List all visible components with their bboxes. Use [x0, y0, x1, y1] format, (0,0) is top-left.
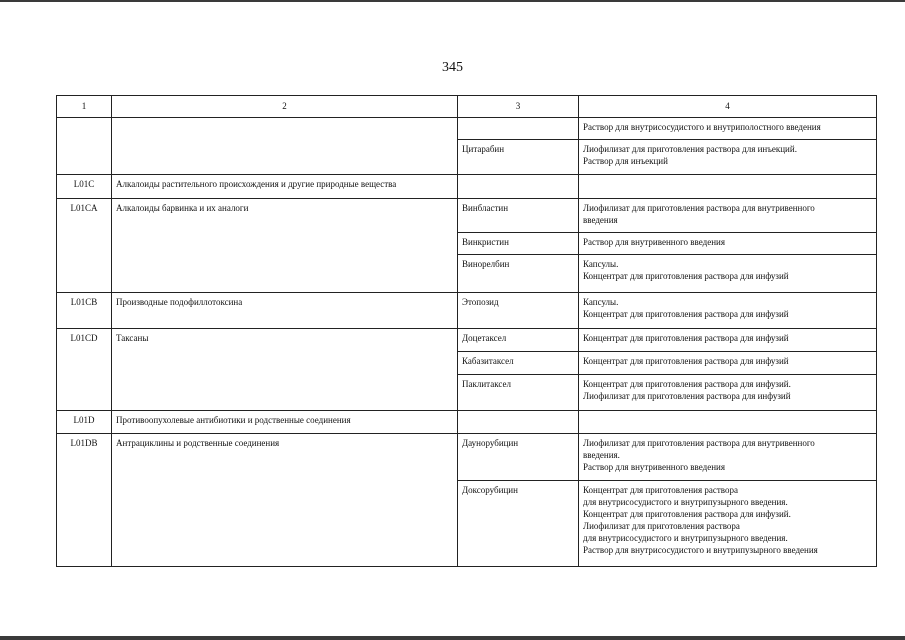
- table-row: [57, 118, 877, 140]
- dosage-form-line: для внутрисосудистого и внутрипузырного введения.: [583, 533, 788, 543]
- table-row: [57, 199, 877, 233]
- dosage-forms-cell: [579, 375, 877, 411]
- atc-code-cell: L01CD: [57, 329, 112, 411]
- page-number: 345: [442, 60, 463, 75]
- header-col-2: 2: [112, 96, 458, 118]
- table-row: [57, 411, 877, 434]
- group-name-cell: [112, 118, 458, 175]
- dosage-form-line: Раствор для внутрисосудистого и внутриполостного введения: [583, 122, 821, 132]
- drug-name-cell: Винкристин: [458, 233, 579, 255]
- drug-name-cell: Этопозид: [458, 293, 579, 329]
- dosage-form-line: Концентрат для приготовления раствора для инфузий: [583, 271, 789, 281]
- dosage-form-line: введения: [583, 215, 618, 225]
- dosage-form-line: Раствор для инъекций: [583, 156, 668, 166]
- dosage-form-line: Концентрат для приготовления раствора: [583, 485, 738, 495]
- atc-code-cell: [57, 118, 112, 175]
- dosage-form-line: Капсулы.: [583, 297, 619, 307]
- dosage-form-line: Концентрат для приготовления раствора для инфузий: [583, 356, 789, 366]
- dosage-forms-cell: [579, 481, 877, 567]
- header-col-1: 1: [57, 96, 112, 118]
- drug-name-cell: Паклитаксел: [458, 375, 579, 411]
- drug-table: [56, 95, 877, 567]
- atc-code-cell: L01CA: [57, 199, 112, 293]
- dosage-forms-cell: [579, 329, 877, 352]
- dosage-form-line: Лиофилизат для приготовления раствора для внутривенного: [583, 203, 815, 213]
- dosage-forms-cell: [579, 199, 877, 233]
- group-name-cell: Производные подофиллотоксина: [112, 293, 458, 329]
- dosage-forms-cell: [579, 175, 877, 199]
- dosage-forms-cell: [579, 352, 877, 375]
- header-col-3: 3: [458, 96, 579, 118]
- dosage-form-line: введения.: [583, 450, 620, 460]
- table-header-row: [57, 96, 877, 118]
- drug-name-cell: Цитарабин: [458, 140, 579, 175]
- atc-code-cell: L01D: [57, 411, 112, 434]
- header-col-4: 4: [579, 96, 877, 118]
- dosage-form-line: Концентрат для приготовления раствора для инфузий: [583, 333, 789, 343]
- group-name-cell: Алкалоиды растительного происхождения и другие природные вещества: [112, 175, 458, 199]
- dosage-form-line: Концентрат для приготовления раствора для инфузий.: [583, 379, 791, 389]
- dosage-form-line: Раствор для внутривенного введения: [583, 237, 725, 247]
- dosage-forms-cell: [579, 411, 877, 434]
- drug-name-cell: Кабазитаксел: [458, 352, 579, 375]
- dosage-forms-cell: [579, 434, 877, 481]
- scan-edge-top: [0, 0, 905, 2]
- table-row: [57, 434, 877, 481]
- atc-code-cell: L01C: [57, 175, 112, 199]
- dosage-form-line: Концентрат для приготовления раствора для инфузий: [583, 309, 789, 319]
- group-name-cell: Противоопухолевые антибиотики и родственные соединения: [112, 411, 458, 434]
- drug-name-cell: Доцетаксел: [458, 329, 579, 352]
- atc-code-cell: L01CB: [57, 293, 112, 329]
- dosage-form-line: Лиофилизат для приготовления раствора для инъекций.: [583, 144, 797, 154]
- drug-name-cell: [458, 175, 579, 199]
- dosage-forms-cell: [579, 293, 877, 329]
- dosage-form-line: Раствор для внутривенного введения: [583, 462, 725, 472]
- dosage-forms-cell: [579, 255, 877, 293]
- dosage-forms-cell: [579, 233, 877, 255]
- drug-name-cell: Винорелбин: [458, 255, 579, 293]
- table-row: [57, 293, 877, 329]
- drug-name-cell: Даунорубицин: [458, 434, 579, 481]
- dosage-forms-cell: [579, 140, 877, 175]
- table-row: [57, 329, 877, 352]
- drug-name-cell: [458, 411, 579, 434]
- dosage-form-line: Капсулы.: [583, 259, 619, 269]
- table-row: [57, 175, 877, 199]
- drug-name-cell: Винбластин: [458, 199, 579, 233]
- dosage-form-line: для внутрисосудистого и внутрипузырного введения.: [583, 497, 788, 507]
- dosage-form-line: Лиофилизат для приготовления раствора для внутривенного: [583, 438, 815, 448]
- drug-name-cell: [458, 118, 579, 140]
- dosage-form-line: Лиофилизат для приготовления раствора: [583, 521, 740, 531]
- scan-edge-bottom: [0, 636, 905, 640]
- dosage-forms-cell: [579, 118, 877, 140]
- atc-code-cell: L01DB: [57, 434, 112, 567]
- dosage-form-line: Раствор для внутрисосудистого и внутрипузырного введения: [583, 545, 818, 555]
- dosage-form-line: Лиофилизат для приготовления раствора для инфузий: [583, 391, 791, 401]
- dosage-form-line: Концентрат для приготовления раствора для инфузий.: [583, 509, 791, 519]
- group-name-cell: Алкалоиды барвинка и их аналоги: [112, 199, 458, 293]
- group-name-cell: Таксаны: [112, 329, 458, 411]
- drug-name-cell: Доксорубицин: [458, 481, 579, 567]
- group-name-cell: Антрациклины и родственные соединения: [112, 434, 458, 567]
